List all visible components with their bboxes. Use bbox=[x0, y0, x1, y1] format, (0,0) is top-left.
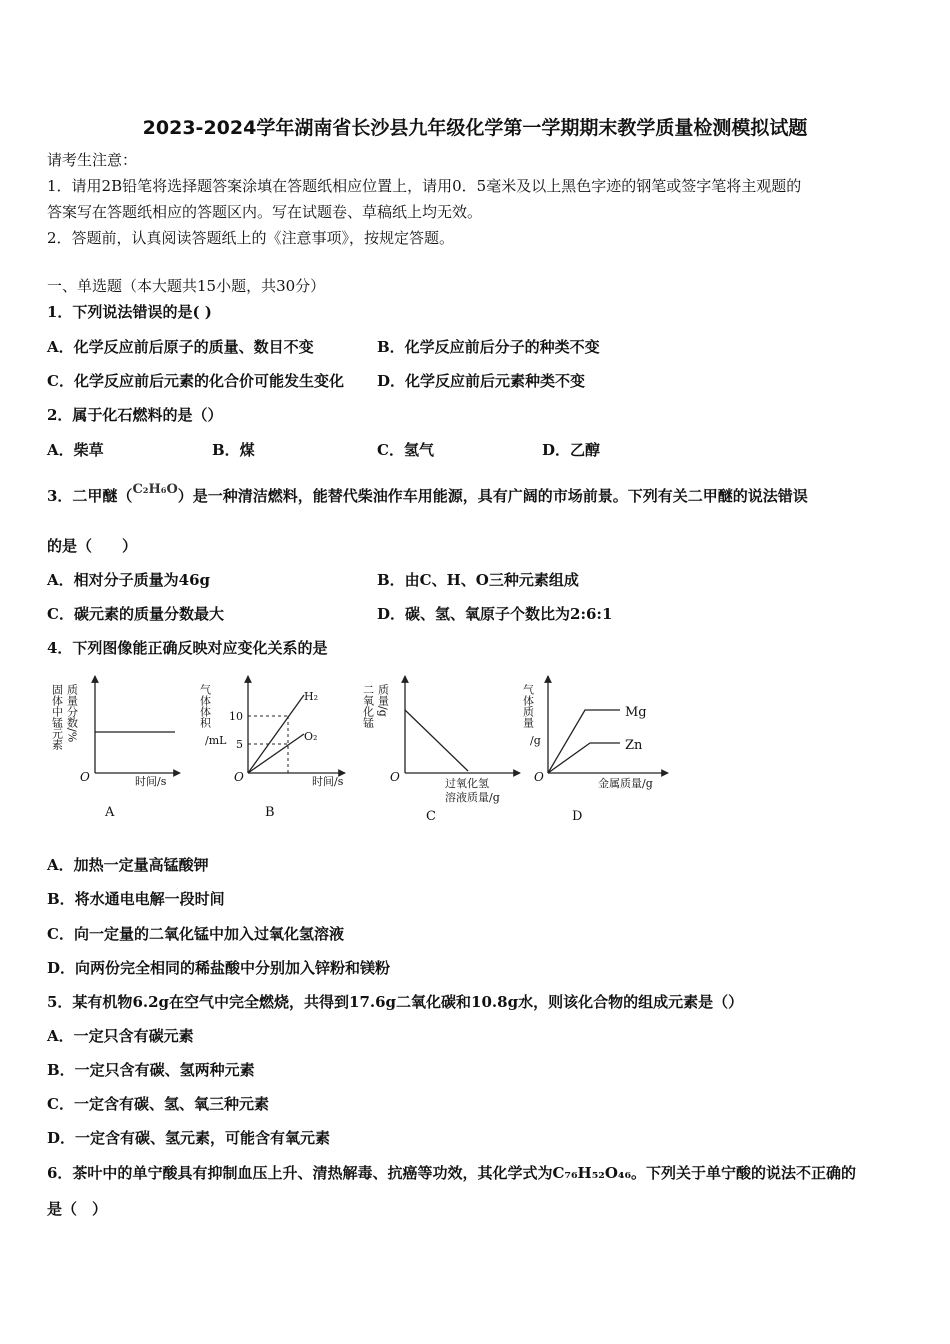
graph-a-ylabel-1: 固体中锰元素 bbox=[50, 684, 64, 750]
page-title: 2023-2024学年湖南省长沙县九年级化学第一学期期末教学质量检测模拟试题 bbox=[142, 117, 808, 139]
graph-b-origin: O bbox=[234, 770, 244, 784]
q5-option-c[interactable]: C．一定含有碳、氢、氧三种元素 bbox=[47, 1095, 269, 1113]
graph-b-series-h2: H₂ bbox=[304, 690, 319, 703]
graph-b-ylabel-2: /mL bbox=[205, 734, 227, 747]
graph-d-xlabel: 金属质量/g bbox=[598, 777, 653, 790]
graph-d-series-mg: Mg bbox=[625, 705, 647, 720]
q4-option-c[interactable]: C．向一定量的二氧化锰中加入过氧化氢溶液 bbox=[47, 925, 344, 943]
graph-d bbox=[522, 676, 669, 824]
q6-stem-cont: 是（ ） bbox=[47, 1200, 108, 1218]
q3-option-a[interactable]: A．相对分子质量为46g bbox=[47, 571, 211, 589]
graph-a bbox=[51, 676, 181, 820]
q5-option-b[interactable]: B．一定只含有碳、氢两种元素 bbox=[47, 1061, 255, 1079]
graph-c bbox=[362, 676, 521, 824]
q6-stem: 6．茶叶中的单宁酸具有抑制血压上升、清热解毒、抗癌等功效，其化学式为C₇₆H₅₂O₄₆。下列关于单宁酸的说法不正确的 bbox=[47, 1164, 857, 1182]
graph-d-ylabel-1: 气体质量 bbox=[521, 684, 535, 728]
q2-option-b[interactable]: B．煤 bbox=[212, 441, 255, 459]
graph-b-tick-10: 10 bbox=[229, 710, 243, 723]
q3-option-d[interactable]: D．碳、氢、氧原子个数比为2:6:1 bbox=[377, 605, 613, 623]
q2-option-d[interactable]: D．乙醇 bbox=[542, 441, 601, 459]
q3-stem-pre: 3．二甲醚（ bbox=[47, 487, 133, 505]
q1-stem: 1．下列说法错误的是( ) bbox=[47, 303, 212, 321]
q5-stem: 5．某有机物6.2g在空气中完全燃烧，共得到17.6g二氧化碳和10.8g水，则该化合物的组成元素是（） bbox=[47, 993, 744, 1011]
graph-b-series-o2: O₂ bbox=[304, 730, 318, 743]
graph-b-ylabel-1: 气体体积 bbox=[198, 684, 212, 728]
q4-option-b[interactable]: B．将水通电电解一段时间 bbox=[47, 890, 225, 908]
graph-c-label: C bbox=[426, 809, 436, 824]
graph-c-origin: O bbox=[390, 770, 400, 784]
q3-stem-post: ）是一种清洁燃料，能替代柴油作车用能源，具有广阔的市场前景。下列有关二甲醚的说法错误 bbox=[177, 487, 808, 505]
graph-a-ylabel-2: 质量分数/% bbox=[65, 684, 79, 743]
q4-stem: 4．下列图像能正确反映对应变化关系的是 bbox=[47, 639, 328, 657]
graph-b-label: B bbox=[265, 805, 275, 820]
graph-c-ylabel-2: 质量/g bbox=[376, 684, 390, 717]
q1-option-d[interactable]: D．化学反应前后元素种类不变 bbox=[377, 372, 586, 390]
q3-stem-cont: 的是（ ） bbox=[47, 537, 138, 555]
graph-b-xlabel: 时间/s bbox=[312, 775, 344, 788]
q5-option-a[interactable]: A．一定只含有碳元素 bbox=[47, 1027, 194, 1045]
notice-line-1a: 1．请用2B铅笔将选择题答案涂填在答题纸相应位置上，请用0．5毫米及以上黑色字迹的钢笔或签字笔将主观题的 bbox=[47, 177, 802, 195]
graph-c-xlabel-2: 溶液质量/g bbox=[445, 791, 500, 804]
graph-d-origin: O bbox=[534, 770, 544, 784]
q4-graphs-figure bbox=[40, 668, 680, 830]
q2-option-c[interactable]: C．氢气 bbox=[377, 441, 434, 459]
q1-option-b[interactable]: B．化学反应前后分子的种类不变 bbox=[377, 338, 600, 356]
graph-a-xlabel: 时间/s bbox=[135, 775, 167, 788]
q1-option-c[interactable]: C．化学反应前后元素的化合价可能发生变化 bbox=[47, 372, 344, 390]
graph-b bbox=[199, 676, 346, 820]
graph-c-ylabel-1: 二氧化锰 bbox=[361, 684, 375, 728]
graph-c-xlabel-1: 过氧化氢 bbox=[445, 777, 489, 790]
q1-option-a[interactable]: A．化学反应前后原子的质量、数目不变 bbox=[47, 338, 314, 356]
q2-stem: 2．属于化石燃料的是（） bbox=[47, 406, 223, 424]
graph-a-label: A bbox=[105, 805, 115, 820]
graph-d-series-zn: Zn bbox=[625, 738, 643, 753]
q5-option-d[interactable]: D．一定含有碳、氢元素，可能含有氧元素 bbox=[47, 1129, 331, 1147]
q3-option-c[interactable]: C．碳元素的质量分数最大 bbox=[47, 605, 224, 623]
graph-d-ylabel-2: /g bbox=[530, 734, 541, 747]
q4-option-d[interactable]: D．向两份完全相同的稀盐酸中分别加入锌粉和镁粉 bbox=[47, 959, 391, 977]
notice-line-2: 2．答题前，认真阅读答题纸上的《注意事项》，按规定答题。 bbox=[47, 229, 455, 247]
q3-formula: C₂H₆O bbox=[132, 482, 178, 497]
q2-option-a[interactable]: A．柴草 bbox=[47, 441, 104, 459]
notice-line-1b: 答案写在答题纸相应的答题区内。写在试题卷、草稿纸上均无效。 bbox=[47, 203, 483, 221]
q3-option-b[interactable]: B．由C、H、O三种元素组成 bbox=[377, 571, 579, 589]
q4-option-a[interactable]: A．加热一定量高锰酸钾 bbox=[47, 856, 209, 874]
notice-heading: 请考生注意： bbox=[47, 151, 138, 169]
graph-b-tick-5: 5 bbox=[236, 738, 243, 751]
section-heading: 一、单选题（本大题共15小题，共30分） bbox=[47, 277, 326, 295]
q3-stem bbox=[47, 482, 808, 508]
graph-d-label: D bbox=[572, 809, 583, 824]
graph-a-origin: O bbox=[80, 770, 90, 784]
